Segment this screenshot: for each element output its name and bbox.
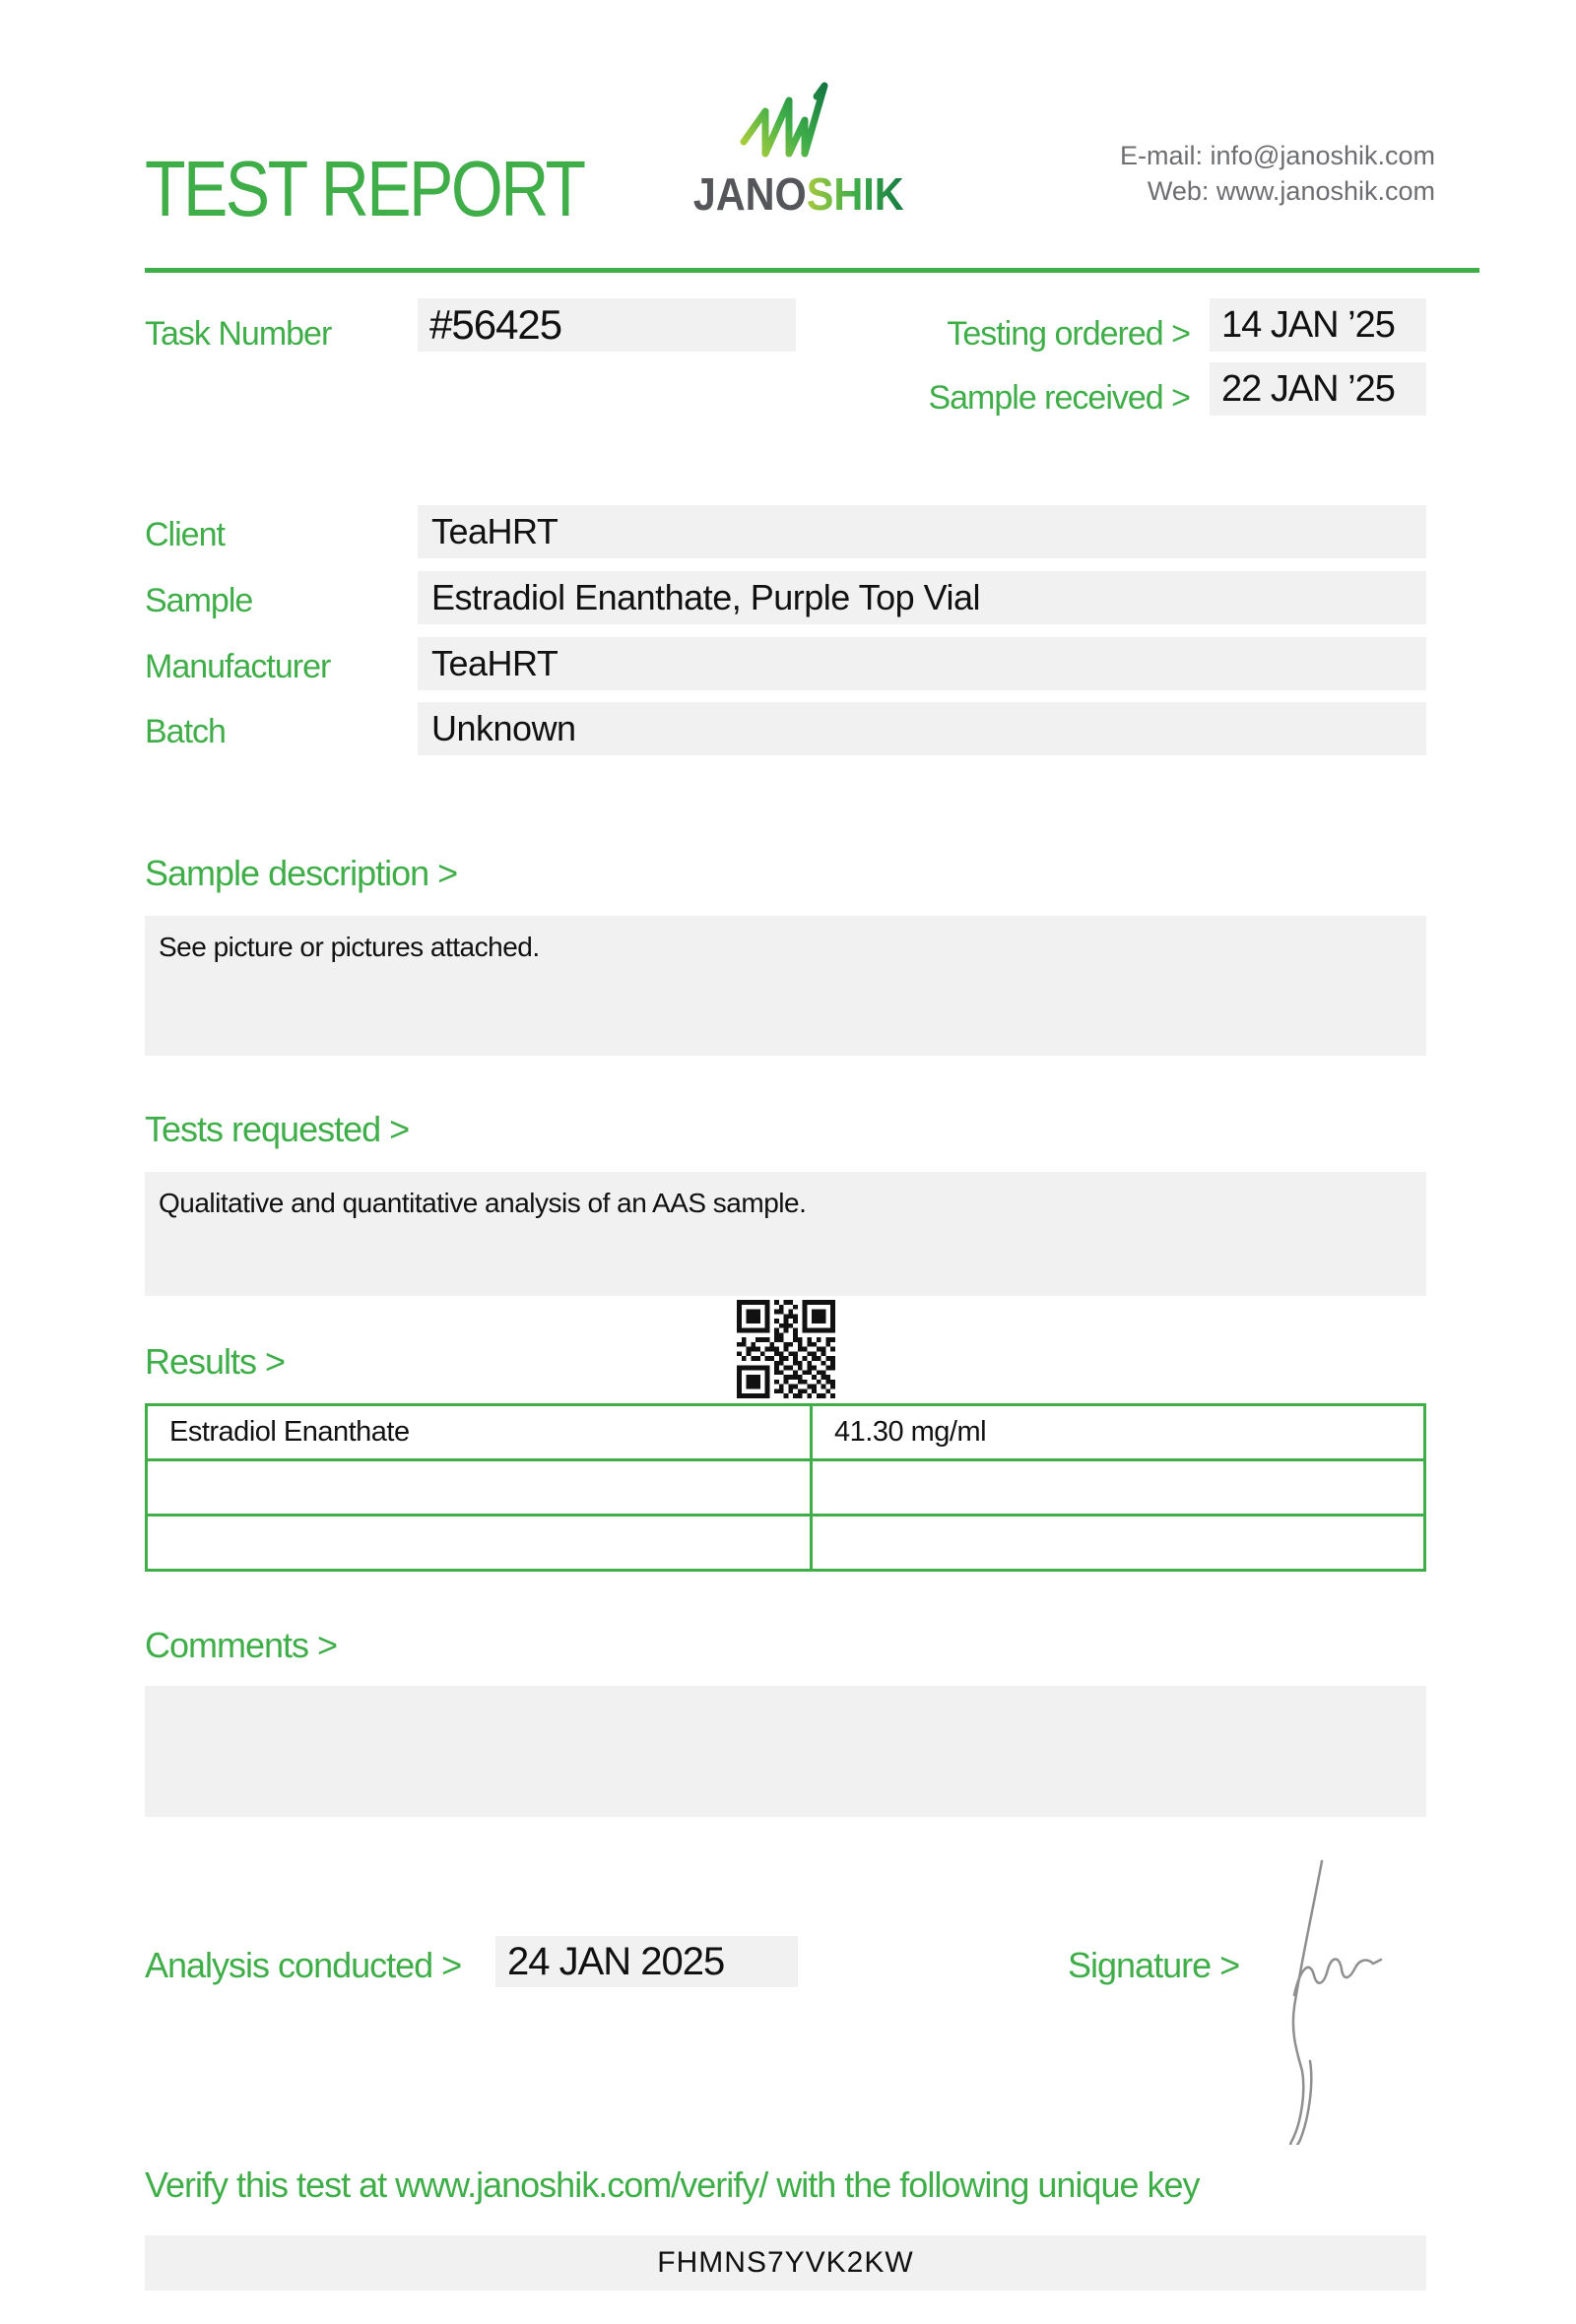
sample-received-label: Sample received > [928, 379, 1190, 417]
sample-box [418, 571, 1426, 624]
client-label: Client [145, 516, 225, 553]
verify-text: Verify this test at www.janoshik.com/verify/ with the following unique key [145, 2164, 1200, 2205]
manufacturer-value: TeaHRT [431, 643, 558, 683]
batch-label: Batch [145, 713, 226, 750]
analysis-conducted-box [495, 1936, 798, 1987]
logo-wordmark [692, 167, 904, 221]
logo-chart-icon [740, 79, 830, 161]
result-substance [147, 1460, 812, 1516]
results-row [147, 1460, 1425, 1516]
sample-description-box [145, 916, 1426, 1056]
testing-ordered-box [1210, 298, 1426, 352]
sample-value: Estradiol Enanthate, Purple Top Vial [431, 577, 981, 617]
page-title: TEST REPORT [145, 145, 584, 232]
contact-email-value: info@janoshik.com [1210, 141, 1435, 170]
analysis-conducted-label: Analysis conducted > [145, 1945, 462, 1985]
batch-box [418, 702, 1426, 755]
verify-key: FHMNS7YVK2KW [657, 2246, 914, 2279]
contact-block [1120, 138, 1435, 210]
logo-word-green: SHIK [806, 168, 904, 220]
analysis-conducted-value: 24 JAN 2025 [507, 1940, 725, 1983]
client-box [418, 505, 1426, 558]
result-substance: Estradiol Enanthate [147, 1405, 812, 1460]
batch-value: Unknown [431, 708, 576, 748]
client-value: TeaHRT [431, 511, 558, 551]
contact-email-line [1120, 138, 1435, 173]
tests-requested-box [145, 1172, 1426, 1296]
tests-requested-heading: Tests requested > [145, 1109, 410, 1149]
qr-code [737, 1300, 835, 1398]
contact-web-value: www.janoshik.com [1215, 176, 1435, 207]
result-amount [812, 1516, 1425, 1571]
results-table [145, 1403, 1426, 1572]
comments-body [145, 1686, 1426, 1702]
sample-description-body: See picture or pictures attached. [159, 932, 540, 962]
comments-heading: Comments > [145, 1625, 338, 1665]
logo-word-dark: JANO [692, 168, 807, 220]
task-number-box [418, 298, 796, 352]
sample-description-heading: Sample description > [145, 853, 458, 893]
comments-box [145, 1686, 1426, 1817]
task-number-value: #56425 [429, 301, 562, 348]
header-divider [145, 268, 1479, 273]
sample-label: Sample [145, 582, 253, 619]
result-substance [147, 1516, 812, 1571]
signature-image [1271, 1849, 1399, 2145]
result-amount: 41.30 mg/ml [812, 1405, 1425, 1460]
result-amount [812, 1460, 1425, 1516]
verify-key-box [145, 2235, 1426, 2291]
results-heading: Results > [145, 1341, 286, 1382]
signature-label: Signature > [1068, 1945, 1240, 1985]
sample-received-box [1210, 362, 1426, 416]
contact-email-label: E-mail: [1119, 141, 1203, 170]
tests-requested-body: Qualitative and quantitative analysis of an AAS sample. [159, 1188, 807, 1218]
task-number-label: Task Number [145, 315, 332, 353]
results-row [147, 1405, 1425, 1460]
contact-web-line [1120, 173, 1435, 209]
testing-ordered-value: 14 JAN ’25 [1221, 304, 1395, 346]
testing-ordered-label: Testing ordered > [947, 315, 1190, 353]
sample-received-value: 22 JAN ’25 [1221, 368, 1395, 410]
manufacturer-box [418, 637, 1426, 690]
manufacturer-label: Manufacturer [145, 648, 331, 685]
results-row [147, 1516, 1425, 1571]
contact-web-label: Web: [1147, 176, 1210, 207]
